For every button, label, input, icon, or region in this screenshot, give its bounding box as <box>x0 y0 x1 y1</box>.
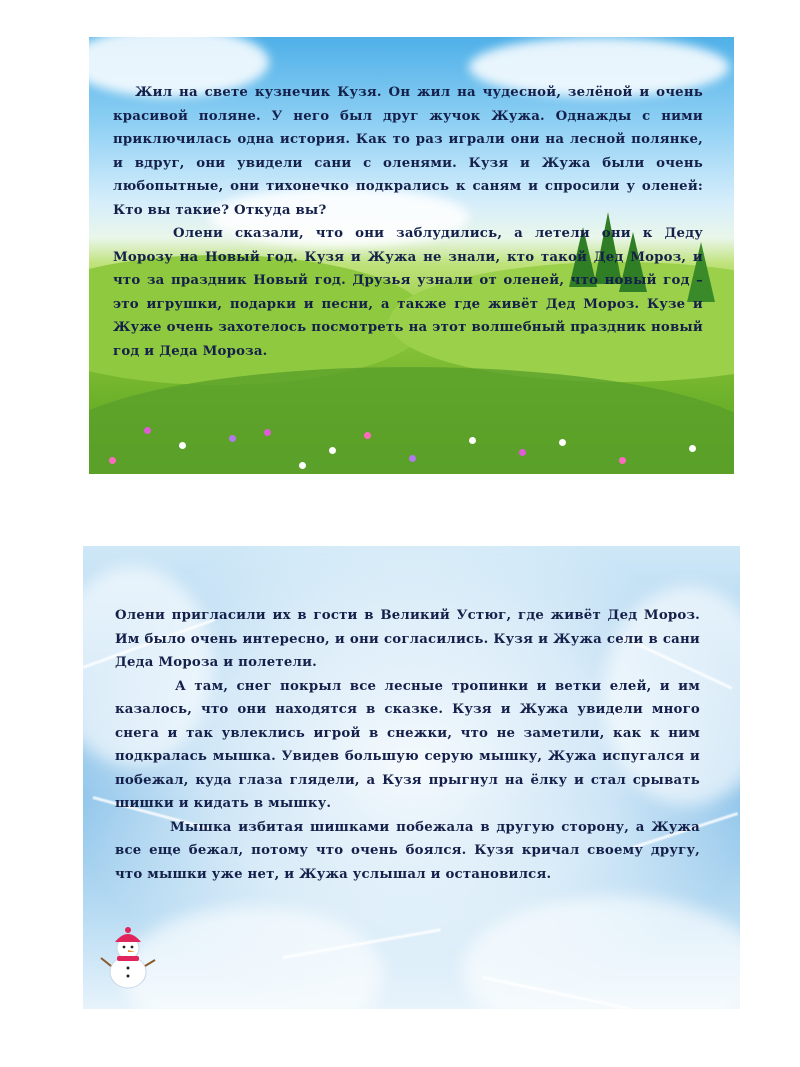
flower <box>689 445 696 452</box>
story-text-part1 <box>113 81 703 363</box>
flower <box>264 429 271 436</box>
flower <box>469 437 476 444</box>
flower <box>519 449 526 456</box>
story-text-part2 <box>115 604 700 886</box>
frost <box>463 896 740 1009</box>
flower <box>109 457 116 464</box>
flower <box>299 462 306 469</box>
flower <box>409 455 416 462</box>
flower <box>559 439 566 446</box>
winter-story-card <box>83 546 740 1009</box>
paragraph: Мышка избитая шишками побежала в другую сторону, а Жужа все еще бежал, потому что очень боялся. Кузя кричал своему другу, что мышки уже нет, и Жужа услышал и остановился. <box>115 819 700 882</box>
meadow-story-card <box>89 37 734 474</box>
flower <box>329 447 336 454</box>
paragraph: А там, снег покрыл все лесные тропинки и ветки елей, и им казалось, что они находятся в сказке. Кузя и Жужа увидели много снега и так увлеклись игрой в снежки, что не заметили, как к ним подкралась мышка. Увидев большую серую мышку, Жужа испугался и побежал, куда глаза глядели, а Кузя прыгнул на ёлку и стал срывать шишки и кидать в мышку. <box>115 678 700 811</box>
flower <box>364 432 371 439</box>
flower <box>179 442 186 449</box>
paragraph: Жил на свете кузнечик Кузя. Он жил на чудесной, зелёной и очень красивой поляне. У него был друг жучок Жужа. Однажды с ними приключилась одна история. Как то раз играли они на лесной полянке, и вдруг, они увидели сани с оленями. Кузя и Жужа были очень любопытные, они тихонечко подкрались к саням и спросили у оленей: Кто вы такие? Откуда вы? <box>113 85 703 218</box>
flower <box>144 427 151 434</box>
paragraph: Олени сказали, что они заблудились, а летели они к Деду Морозу на Новый год. Кузя и Жужа не знали, кто такой Дед Мороз, и что за праздник Новый год. Друзья узнали от оленей, что новый год – это игрушки, подарки и песни, а также где живёт Дед Мороз. Кузе и Жуже очень захотелось посмотреть на этот волшебный праздник новый год и Деда Мороза. <box>113 226 703 359</box>
flower <box>229 435 236 442</box>
flower <box>619 457 626 464</box>
frost <box>123 906 383 1009</box>
snowman-icon <box>98 922 158 992</box>
paragraph: Олени пригласили их в гости в Великий Устюг, где живёт Дед Мороз. Им было очень интересно, и они согласились. Кузя и Жужа сели в сани Деда Мороза и полетели. <box>115 608 700 670</box>
